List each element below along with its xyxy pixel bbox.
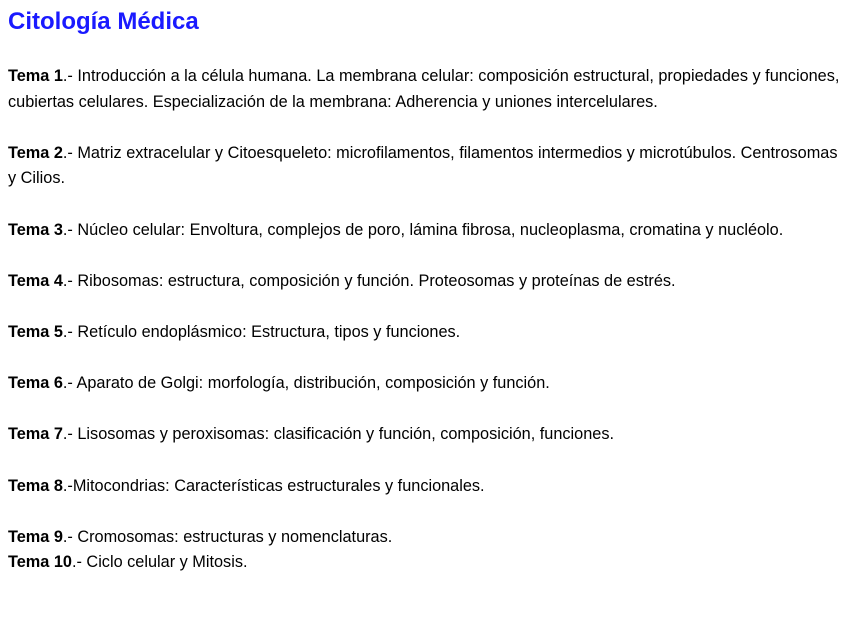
- topic-text: .-Mitocondrias: Características estructurales y funcionales.: [62, 476, 485, 495]
- topic-item-7: [8, 422, 840, 448]
- topic-text: .- Retículo endoplásmico: Estructura, tipos y funciones.: [62, 322, 461, 341]
- topic-item-4: [8, 269, 840, 295]
- topic-item-5: [8, 320, 840, 346]
- topic-text: .- Lisosomas y peroxisomas: clasificación y función, composición, funciones.: [62, 425, 614, 444]
- topic-item-2: [8, 141, 840, 192]
- topic-text: .- Aparato de Golgi: morfología, distribución, composición y función.: [62, 374, 550, 393]
- topic-label: Tema 6: [8, 374, 63, 393]
- topic-label: Tema 9: [8, 527, 63, 546]
- topic-text: .- Introducción a la célula humana. La membrana celular: composición estructural, propiedades y funciones, cubiertas celulares. Especialización de la membrana: Adherencia y uniones intercelulares.: [8, 67, 840, 111]
- topic-label: Tema 8: [8, 476, 63, 495]
- topic-label: Tema 5: [8, 322, 63, 341]
- topic-item-10: [8, 550, 840, 576]
- topic-label: Tema 10: [8, 553, 72, 572]
- topic-label: Tema 7: [8, 425, 63, 444]
- topic-item-1: [8, 64, 840, 115]
- topic-text: .- Matriz extracelular y Citoesqueleto: microfilamentos, filamentos intermedios y microtúbulos. Centrosomas y Cilios.: [8, 143, 838, 188]
- topic-list: [8, 64, 840, 576]
- topic-text: .- Cromosomas: estructuras y nomenclaturas.: [62, 527, 393, 546]
- topic-label: Tema 3: [8, 220, 63, 239]
- topic-text: .- Ribosomas: estructura, composición y función. Proteosomas y proteínas de estrés.: [62, 271, 676, 290]
- topic-item-3: [8, 218, 840, 244]
- topic-label: Tema 2: [8, 143, 63, 162]
- topic-item-6: [8, 371, 840, 397]
- topic-label: Tema 4: [8, 271, 63, 290]
- topic-item-9: [8, 525, 840, 551]
- topic-text: .- Ciclo celular y Mitosis.: [71, 553, 248, 572]
- topic-label: Tema 1: [8, 67, 63, 85]
- topic-item-8: [8, 474, 840, 500]
- topic-text: .- Núcleo celular: Envoltura, complejos de poro, lámina fibrosa, nucleoplasma, cromatina y nucléolo.: [62, 220, 784, 239]
- document-title: Citología Médica: [8, 8, 199, 35]
